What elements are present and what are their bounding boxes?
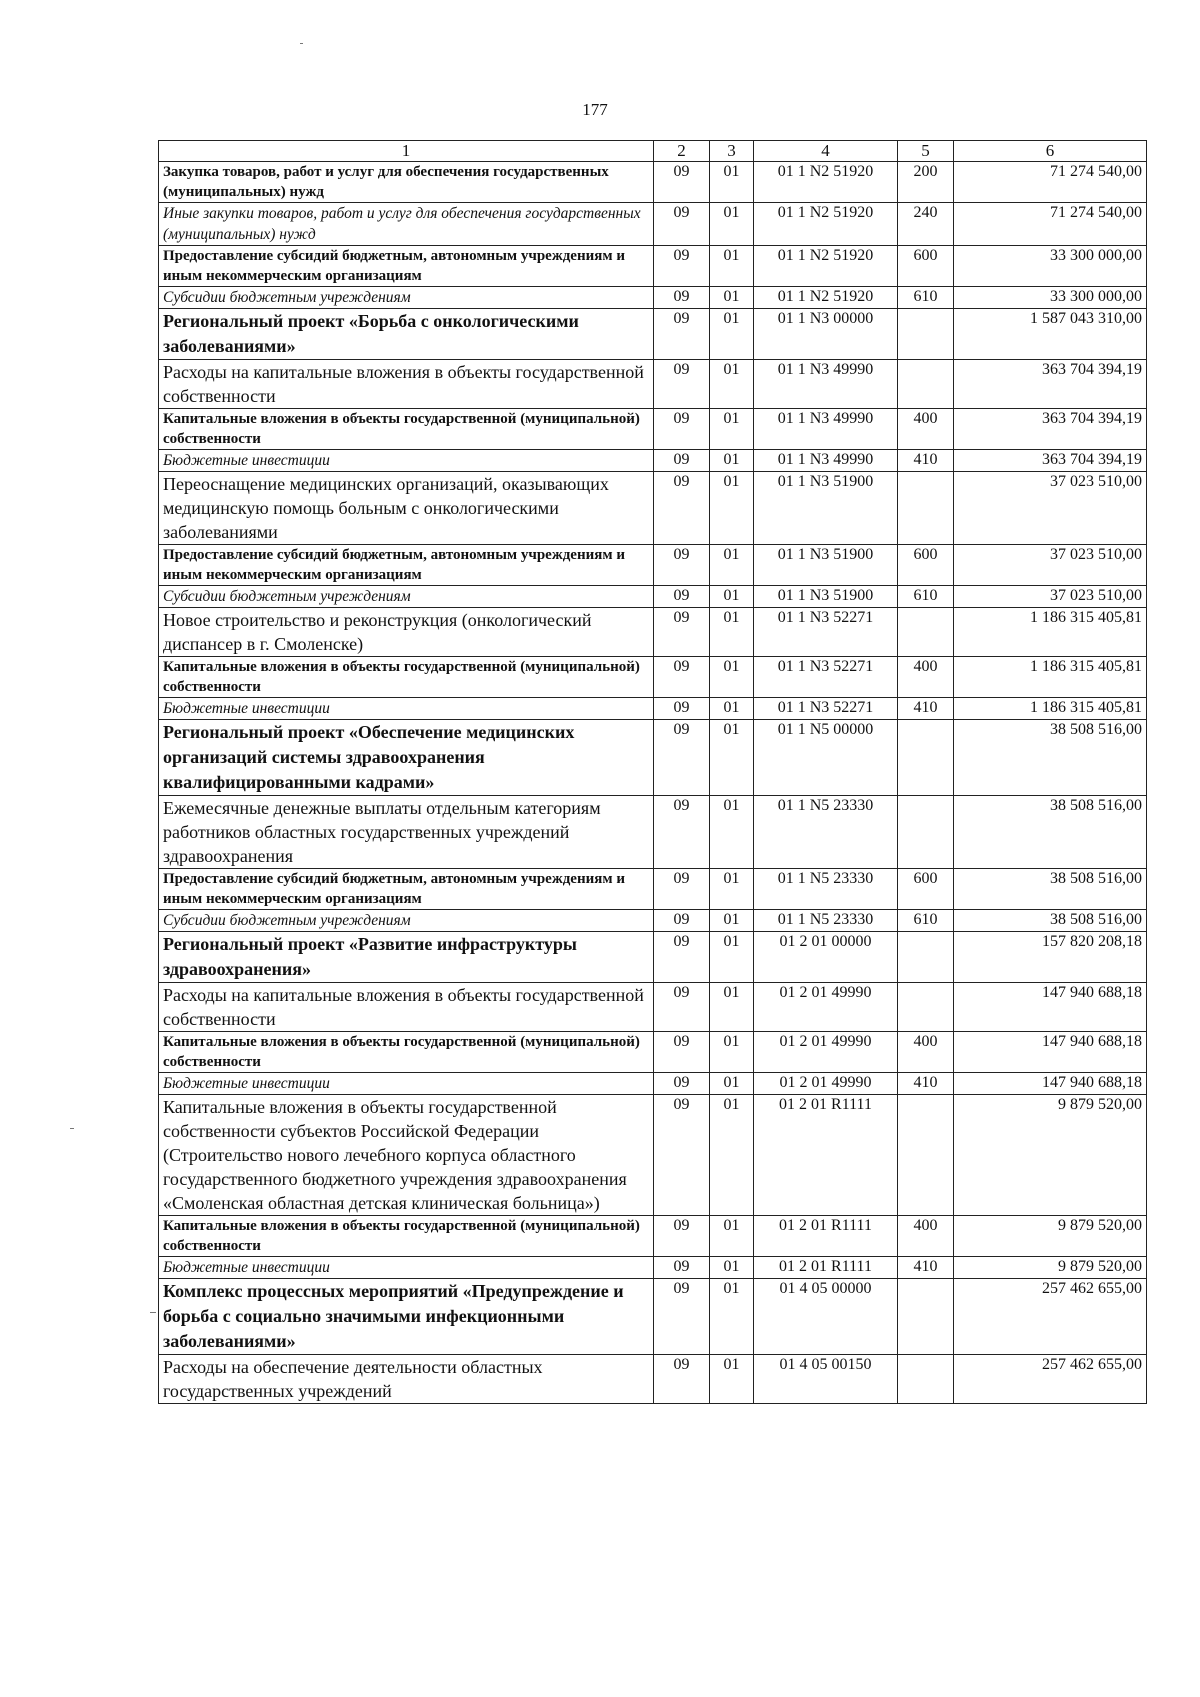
- target-article-cell: 01 1 N3 51900: [754, 586, 898, 608]
- budget-table: [158, 140, 1147, 1404]
- table-row: [159, 1257, 1147, 1279]
- target-article-cell: 01 2 01 R1111: [754, 1257, 898, 1279]
- expense-type-cell: 600: [898, 869, 954, 910]
- target-article-cell: 01 1 N5 00000: [754, 720, 898, 796]
- amount-cell: 363 704 394,19: [954, 360, 1147, 409]
- subsection-code-cell: 01: [710, 1257, 754, 1279]
- section-code-cell: 09: [654, 657, 710, 698]
- expense-type-cell: 410: [898, 1073, 954, 1095]
- expense-type-cell: [898, 309, 954, 360]
- section-code-cell: 09: [654, 1279, 710, 1355]
- section-code-cell: 09: [654, 1073, 710, 1095]
- amount-cell: 363 704 394,19: [954, 409, 1147, 450]
- subsection-code-cell: 01: [710, 1355, 754, 1404]
- amount-cell: 9 879 520,00: [954, 1216, 1147, 1257]
- expense-type-cell: [898, 360, 954, 409]
- header-row: [159, 141, 1147, 162]
- table-row: [159, 869, 1147, 910]
- section-code-cell: 09: [654, 608, 710, 657]
- row-name-cell: Субсидии бюджетным учреждениям: [159, 586, 654, 608]
- row-name-cell: Переоснащение медицинских организаций, оказывающих медицинскую помощь больным с онкологическими заболеваниями: [159, 472, 654, 545]
- expense-type-cell: 410: [898, 450, 954, 472]
- row-name-cell: Субсидии бюджетным учреждениям: [159, 287, 654, 309]
- target-article-cell: 01 1 N2 51920: [754, 203, 898, 246]
- target-article-cell: 01 2 01 R1111: [754, 1095, 898, 1216]
- scan-artifact: [70, 1128, 74, 1129]
- table-row: [159, 1073, 1147, 1095]
- subsection-code-cell: 01: [710, 657, 754, 698]
- subsection-code-cell: 01: [710, 203, 754, 246]
- expense-type-cell: 610: [898, 287, 954, 309]
- column-header: 5: [898, 141, 954, 162]
- table-row: [159, 450, 1147, 472]
- row-name-cell: Капитальные вложения в объекты государственной собственности субъектов Российской Федерации (Строительство нового лечебного корпуса областного государственного бюджетного учреждения здравоохранения «Смоленская областная детская клиническая больница»): [159, 1095, 654, 1216]
- subsection-code-cell: 01: [710, 910, 754, 932]
- expense-type-cell: 410: [898, 1257, 954, 1279]
- amount-cell: 257 462 655,00: [954, 1279, 1147, 1355]
- amount-cell: 9 879 520,00: [954, 1257, 1147, 1279]
- section-code-cell: 09: [654, 983, 710, 1032]
- expense-type-cell: [898, 983, 954, 1032]
- target-article-cell: 01 1 N3 49990: [754, 409, 898, 450]
- scan-artifact: [150, 1312, 156, 1313]
- amount-cell: 1 186 315 405,81: [954, 698, 1147, 720]
- subsection-code-cell: 01: [710, 608, 754, 657]
- target-article-cell: 01 1 N2 51920: [754, 287, 898, 309]
- section-code-cell: 09: [654, 162, 710, 203]
- table-row: [159, 309, 1147, 360]
- table-row: [159, 608, 1147, 657]
- subsection-code-cell: 01: [710, 698, 754, 720]
- target-article-cell: 01 4 05 00150: [754, 1355, 898, 1404]
- amount-cell: 38 508 516,00: [954, 910, 1147, 932]
- table-row: [159, 657, 1147, 698]
- subsection-code-cell: 01: [710, 720, 754, 796]
- subsection-code-cell: 01: [710, 309, 754, 360]
- expense-type-cell: 410: [898, 698, 954, 720]
- subsection-code-cell: 01: [710, 287, 754, 309]
- table-row: [159, 796, 1147, 869]
- target-article-cell: 01 1 N3 51900: [754, 545, 898, 586]
- section-code-cell: 09: [654, 545, 710, 586]
- expense-type-cell: [898, 1095, 954, 1216]
- table-row: [159, 1095, 1147, 1216]
- column-header: 4: [754, 141, 898, 162]
- section-code-cell: 09: [654, 869, 710, 910]
- table-row: [159, 545, 1147, 586]
- section-code-cell: 09: [654, 1095, 710, 1216]
- target-article-cell: 01 2 01 00000: [754, 932, 898, 983]
- row-name-cell: Предоставление субсидий бюджетным, автономным учреждениям и иным некоммерческим организациям: [159, 545, 654, 586]
- row-name-cell: Капитальные вложения в объекты государственной (муниципальной) собственности: [159, 409, 654, 450]
- column-header: 3: [710, 141, 754, 162]
- amount-cell: 37 023 510,00: [954, 545, 1147, 586]
- section-code-cell: 09: [654, 309, 710, 360]
- section-code-cell: 09: [654, 203, 710, 246]
- amount-cell: 38 508 516,00: [954, 869, 1147, 910]
- row-name-cell: Новое строительство и реконструкция (онкологический диспансер в г. Смоленске): [159, 608, 654, 657]
- amount-cell: 37 023 510,00: [954, 586, 1147, 608]
- table-row: [159, 1355, 1147, 1404]
- column-header: 1: [159, 141, 654, 162]
- table-row: [159, 360, 1147, 409]
- row-name-cell: Региональный проект «Обеспечение медицинских организаций системы здравоохранения квалифицированными кадрами»: [159, 720, 654, 796]
- table-row: [159, 983, 1147, 1032]
- row-name-cell: Расходы на капитальные вложения в объекты государственной собственности: [159, 983, 654, 1032]
- column-header: 2: [654, 141, 710, 162]
- expense-type-cell: [898, 1279, 954, 1355]
- subsection-code-cell: 01: [710, 472, 754, 545]
- target-article-cell: 01 1 N3 52271: [754, 698, 898, 720]
- amount-cell: 38 508 516,00: [954, 720, 1147, 796]
- section-code-cell: 09: [654, 246, 710, 287]
- section-code-cell: 09: [654, 932, 710, 983]
- expense-type-cell: 400: [898, 1032, 954, 1073]
- subsection-code-cell: 01: [710, 360, 754, 409]
- subsection-code-cell: 01: [710, 932, 754, 983]
- scan-artifact: [300, 43, 303, 44]
- section-code-cell: 09: [654, 409, 710, 450]
- section-code-cell: 09: [654, 450, 710, 472]
- target-article-cell: 01 1 N5 23330: [754, 869, 898, 910]
- amount-cell: 1 186 315 405,81: [954, 608, 1147, 657]
- expense-type-cell: [898, 932, 954, 983]
- amount-cell: 9 879 520,00: [954, 1095, 1147, 1216]
- subsection-code-cell: 01: [710, 409, 754, 450]
- page-number: 177: [582, 100, 608, 119]
- amount-cell: 147 940 688,18: [954, 1073, 1147, 1095]
- section-code-cell: 09: [654, 586, 710, 608]
- table-row: [159, 246, 1147, 287]
- section-code-cell: 09: [654, 796, 710, 869]
- table-row: [159, 472, 1147, 545]
- row-name-cell: Региональный проект «Развитие инфраструктуры здравоохранения»: [159, 932, 654, 983]
- table-row: [159, 287, 1147, 309]
- amount-cell: 38 508 516,00: [954, 796, 1147, 869]
- table-row: [159, 698, 1147, 720]
- section-code-cell: 09: [654, 698, 710, 720]
- amount-cell: 157 820 208,18: [954, 932, 1147, 983]
- expense-type-cell: 600: [898, 246, 954, 287]
- target-article-cell: 01 2 01 49990: [754, 1032, 898, 1073]
- expense-type-cell: [898, 608, 954, 657]
- table-row: [159, 720, 1147, 796]
- section-code-cell: 09: [654, 910, 710, 932]
- target-article-cell: 01 1 N3 00000: [754, 309, 898, 360]
- subsection-code-cell: 01: [710, 162, 754, 203]
- row-name-cell: Региональный проект «Борьба с онкологическими заболеваниями»: [159, 309, 654, 360]
- expense-type-cell: [898, 796, 954, 869]
- column-header: 6: [954, 141, 1147, 162]
- row-name-cell: Субсидии бюджетным учреждениям: [159, 910, 654, 932]
- expense-type-cell: 400: [898, 1216, 954, 1257]
- section-code-cell: 09: [654, 287, 710, 309]
- row-name-cell: Предоставление субсидий бюджетным, автономным учреждениям и иным некоммерческим организациям: [159, 246, 654, 287]
- expense-type-cell: 610: [898, 586, 954, 608]
- target-article-cell: 01 1 N3 49990: [754, 360, 898, 409]
- table-row: [159, 203, 1147, 246]
- row-name-cell: Иные закупки товаров, работ и услуг для обеспечения государственных (муниципальных) нужд: [159, 203, 654, 246]
- amount-cell: 37 023 510,00: [954, 472, 1147, 545]
- subsection-code-cell: 01: [710, 1032, 754, 1073]
- subsection-code-cell: 01: [710, 246, 754, 287]
- target-article-cell: 01 2 01 49990: [754, 983, 898, 1032]
- amount-cell: 147 940 688,18: [954, 1032, 1147, 1073]
- subsection-code-cell: 01: [710, 1279, 754, 1355]
- subsection-code-cell: 01: [710, 1216, 754, 1257]
- table-row: [159, 586, 1147, 608]
- row-name-cell: Ежемесячные денежные выплаты отдельным категориям работников областных государственных учреждений здравоохранения: [159, 796, 654, 869]
- table-row: [159, 1279, 1147, 1355]
- table-row: [159, 162, 1147, 203]
- subsection-code-cell: 01: [710, 1073, 754, 1095]
- expense-type-cell: 610: [898, 910, 954, 932]
- section-code-cell: 09: [654, 1355, 710, 1404]
- subsection-code-cell: 01: [710, 450, 754, 472]
- expense-type-cell: 600: [898, 545, 954, 586]
- target-article-cell: 01 1 N2 51920: [754, 246, 898, 287]
- table-row: [159, 1032, 1147, 1073]
- expense-type-cell: [898, 472, 954, 545]
- target-article-cell: 01 1 N3 51900: [754, 472, 898, 545]
- amount-cell: 71 274 540,00: [954, 203, 1147, 246]
- table-body: [159, 162, 1147, 1404]
- table-row: [159, 910, 1147, 932]
- amount-cell: 147 940 688,18: [954, 983, 1147, 1032]
- row-name-cell: Предоставление субсидий бюджетным, автономным учреждениям и иным некоммерческим организациям: [159, 869, 654, 910]
- expense-type-cell: [898, 720, 954, 796]
- amount-cell: 33 300 000,00: [954, 287, 1147, 309]
- row-name-cell: Бюджетные инвестиции: [159, 1073, 654, 1095]
- section-code-cell: 09: [654, 720, 710, 796]
- amount-cell: 363 704 394,19: [954, 450, 1147, 472]
- amount-cell: 71 274 540,00: [954, 162, 1147, 203]
- subsection-code-cell: 01: [710, 545, 754, 586]
- target-article-cell: 01 1 N3 52271: [754, 608, 898, 657]
- target-article-cell: 01 2 01 R1111: [754, 1216, 898, 1257]
- section-code-cell: 09: [654, 1032, 710, 1073]
- target-article-cell: 01 4 05 00000: [754, 1279, 898, 1355]
- amount-cell: 1 587 043 310,00: [954, 309, 1147, 360]
- subsection-code-cell: 01: [710, 586, 754, 608]
- row-name-cell: Комплекс процессных мероприятий «Предупреждение и борьба с социально значимыми инфекционными заболеваниями»: [159, 1279, 654, 1355]
- row-name-cell: Капитальные вложения в объекты государственной (муниципальной) собственности: [159, 1216, 654, 1257]
- row-name-cell: Капитальные вложения в объекты государственной (муниципальной) собственности: [159, 657, 654, 698]
- subsection-code-cell: 01: [710, 796, 754, 869]
- table-row: [159, 932, 1147, 983]
- row-name-cell: Расходы на капитальные вложения в объекты государственной собственности: [159, 360, 654, 409]
- expense-type-cell: 240: [898, 203, 954, 246]
- amount-cell: 33 300 000,00: [954, 246, 1147, 287]
- target-article-cell: 01 2 01 49990: [754, 1073, 898, 1095]
- expense-type-cell: 400: [898, 409, 954, 450]
- section-code-cell: 09: [654, 360, 710, 409]
- table-row: [159, 409, 1147, 450]
- target-article-cell: 01 1 N5 23330: [754, 910, 898, 932]
- expense-type-cell: [898, 1355, 954, 1404]
- row-name-cell: Бюджетные инвестиции: [159, 698, 654, 720]
- table-row: [159, 1216, 1147, 1257]
- section-code-cell: 09: [654, 472, 710, 545]
- row-name-cell: Закупка товаров, работ и услуг для обеспечения государственных (муниципальных) нужд: [159, 162, 654, 203]
- subsection-code-cell: 01: [710, 1095, 754, 1216]
- amount-cell: 1 186 315 405,81: [954, 657, 1147, 698]
- row-name-cell: Капитальные вложения в объекты государственной (муниципальной) собственности: [159, 1032, 654, 1073]
- section-code-cell: 09: [654, 1257, 710, 1279]
- subsection-code-cell: 01: [710, 983, 754, 1032]
- expense-type-cell: 200: [898, 162, 954, 203]
- amount-cell: 257 462 655,00: [954, 1355, 1147, 1404]
- table-header: [159, 141, 1147, 162]
- row-name-cell: Расходы на обеспечение деятельности областных государственных учреждений: [159, 1355, 654, 1404]
- target-article-cell: 01 1 N3 52271: [754, 657, 898, 698]
- subsection-code-cell: 01: [710, 869, 754, 910]
- target-article-cell: 01 1 N2 51920: [754, 162, 898, 203]
- section-code-cell: 09: [654, 1216, 710, 1257]
- target-article-cell: 01 1 N3 49990: [754, 450, 898, 472]
- row-name-cell: Бюджетные инвестиции: [159, 450, 654, 472]
- target-article-cell: 01 1 N5 23330: [754, 796, 898, 869]
- expense-type-cell: 400: [898, 657, 954, 698]
- row-name-cell: Бюджетные инвестиции: [159, 1257, 654, 1279]
